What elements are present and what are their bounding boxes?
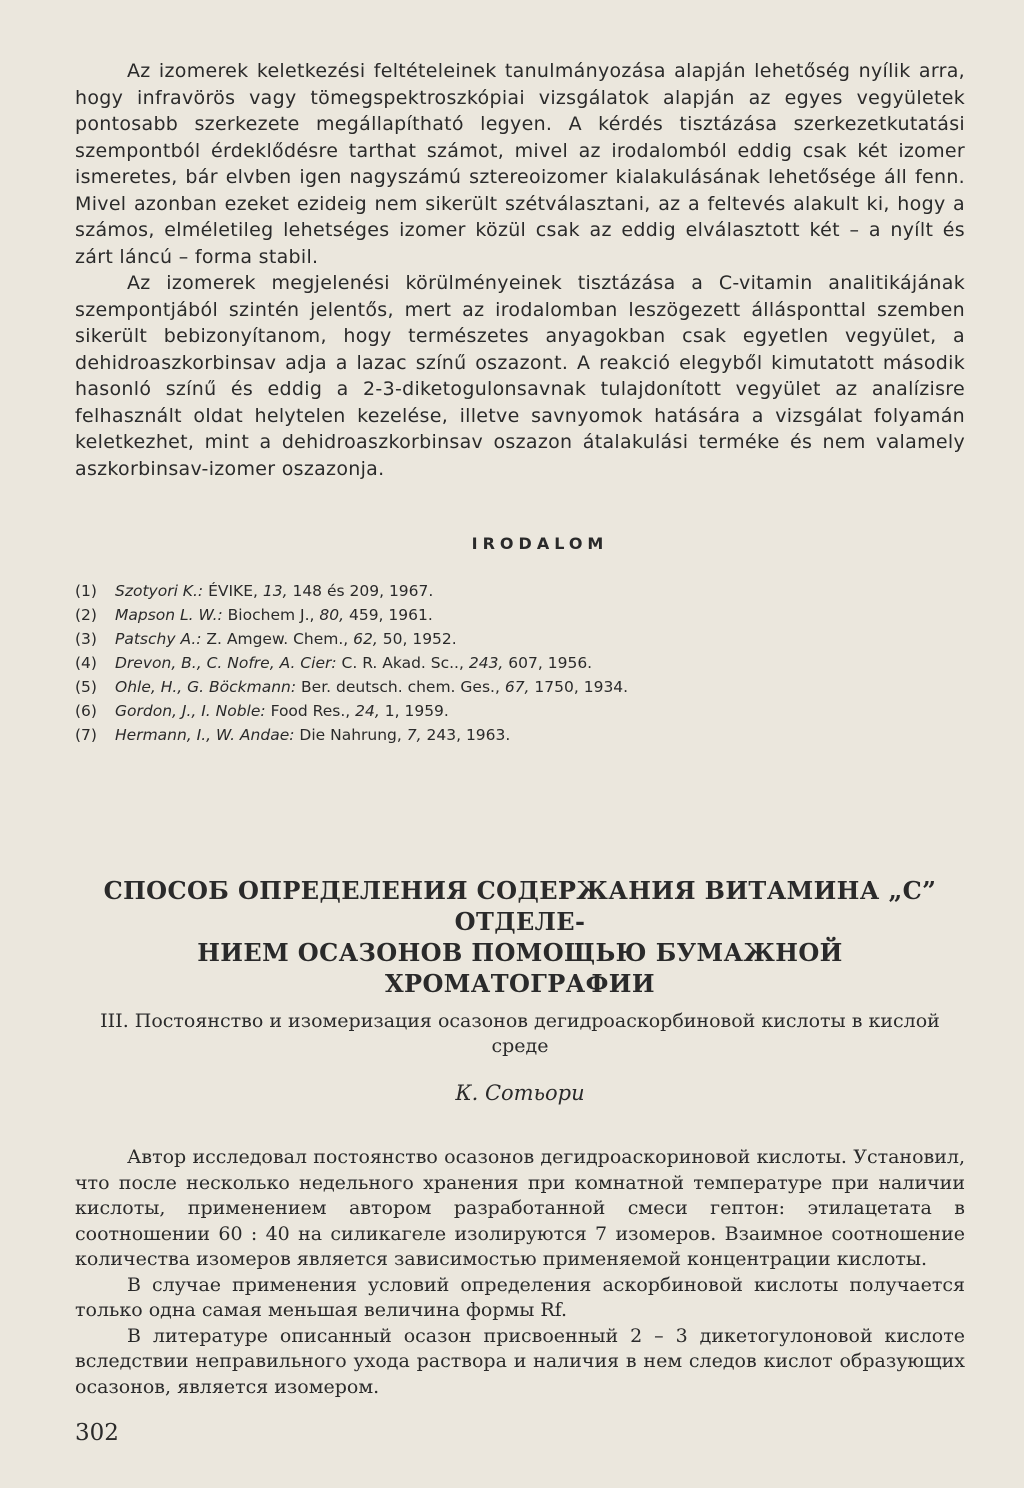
- reference-volume: 13,: [262, 582, 288, 600]
- reference-source: Die Nahrung,: [299, 726, 402, 744]
- reference-item: [75, 627, 965, 651]
- reference-item: [75, 579, 965, 603]
- reference-item: [75, 699, 965, 723]
- reference-authors: Drevon, B., C. Nofre, A. Cier:: [115, 654, 337, 672]
- paragraph: Az izomerek keletkezési feltételeinek tanulmányozása alapján lehetőség nyílik arra, hogy infravörös vagy tömegspektroszkópiai vizsgálatok alapján az egyes vegyületek pontosabb szerkezete megállapítható legyen. A kérdés tisztázása szerkezetkutatási szempontból érdeklődésre tarthat számot, mivel az irodalomból eddig csak két izomer ismeretes, bár elvben igen nagyszámú sztereoizomer kialakulásának lehetősége áll fenn. Mivel azonban ezeket ezideig nem sikerült szétválasztani, az a feltevés alakult ki, hogy a számos, elméletileg lehetséges izomer közül csak az eddig elválasztott két – a nyílt és zárt láncú – forma stabil.: [75, 60, 965, 268]
- page-number: 302: [75, 1420, 119, 1446]
- reference-authors: Mapson L. W.:: [115, 606, 223, 624]
- reference-volume: 62,: [353, 630, 378, 648]
- reference-source: Ber. deutsch. chem. Ges.,: [301, 678, 500, 696]
- russian-title: [75, 875, 965, 999]
- reference-number: (6): [75, 702, 97, 720]
- reference-rest: 148 és 209, 1967.: [292, 582, 434, 600]
- reference-number: (1): [75, 582, 97, 600]
- reference-volume: 243,: [468, 654, 504, 672]
- reference-volume: 80,: [319, 606, 345, 624]
- reference-number: (3): [75, 630, 97, 648]
- reference-rest: 50, 1952.: [382, 630, 457, 648]
- reference-authors: Patschy A.:: [115, 630, 202, 648]
- russian-abstract: [75, 1145, 965, 1400]
- reference-number: (2): [75, 606, 97, 624]
- reference-volume: 67,: [504, 678, 530, 696]
- paragraph: В случае применения условий определения аскорбиновой кислоты получается только одна самая меньшая величина формы Rf.: [75, 1273, 965, 1321]
- reference-source: Food Res.,: [270, 702, 351, 720]
- reference-list: [75, 579, 965, 747]
- reference-source: Biochem J.,: [227, 606, 315, 624]
- references-heading: IRODALOM: [471, 534, 609, 553]
- reference-authors: Hermann, I., W. Andae:: [115, 726, 295, 744]
- reference-volume: 24,: [355, 702, 380, 720]
- russian-author: К. Сотьори: [455, 1081, 585, 1105]
- hungarian-text: [75, 58, 965, 482]
- reference-source: C. R. Akad. Sc..,: [341, 654, 464, 672]
- page-content: [75, 58, 965, 1400]
- reference-rest: 459, 1961.: [348, 606, 433, 624]
- reference-rest: 1750, 1934.: [534, 678, 629, 696]
- reference-number: (5): [75, 678, 97, 696]
- reference-authors: Ohle, H., G. Böckmann:: [115, 678, 297, 696]
- reference-number: (4): [75, 654, 97, 672]
- paragraph: Автор исследовал постоянство осазонов дегидроаскориновой кислоты. Установил, что после несколько недельного хранения при комнатной температуре при наличии кислоты, применением автором разработанной смеси гептон: этилацетата в соотношении 60 : 40 на силикагеле изолируются 7 изомеров. Взаимное соотношение количества изомеров является зависимостью применяемой концентрации кислоты.: [75, 1146, 965, 1270]
- reference-volume: 7,: [406, 726, 422, 744]
- reference-rest: 607, 1956.: [508, 654, 593, 672]
- reference-item: [75, 603, 965, 627]
- russian-subtitle: III. Постоянство и изомеризация осазонов дегидроаскорбиновой кислоты в кислой среде: [100, 1010, 940, 1057]
- reference-item: [75, 675, 965, 699]
- reference-number: (7): [75, 726, 97, 744]
- russian-title-line: НИЕМ ОСАЗОНОВ ПОМОЩЬЮ БУМАЖНОЙ ХРОМАТОГРАФИИ: [197, 938, 843, 998]
- reference-item: [75, 723, 965, 747]
- russian-title-line: СПОСОБ ОПРЕДЕЛЕНИЯ СОДЕРЖАНИЯ ВИТАМИНА „С” ОТДЕЛЕ-: [103, 876, 937, 936]
- paragraph: В литературе описанный осазон присвоенный 2 – 3 дикетогулоновой кислоте вследствии неправильного ухода раствора и наличия в нем следов кислот образующих осазонов, является изомером.: [75, 1324, 965, 1398]
- reference-rest: 1, 1959.: [384, 702, 449, 720]
- paragraph: Az izomerek megjelenési körülményeinek tisztázása a C-vitamin analitikájának szempontjából szintén jelentős, mert az irodalomban leszögezett állásponttal szemben sikerült bebizonyítanom, hogy természetes anyagokban csak egyetlen vegyület, a dehidroaszkorbinsav adja a lazac színű oszazont. A reakció elegyből kimutatott második hasonló színű és eddig a 2-3-diketogulonsavnak tulajdonított vegyület az analízisre felhasznált oldat helytelen kezelése, illetve savnyomok hatására a vizsgálat folyamán keletkezhet, mint a dehidroaszkorbinsav oszazon átalakulási terméke és nem valamely aszkorbinsav-izomer oszazonja.: [75, 272, 965, 480]
- reference-authors: Gordon, J., I. Noble:: [115, 702, 266, 720]
- reference-authors: Szotyori K.:: [115, 582, 204, 600]
- reference-source: ÉVIKE,: [208, 582, 258, 600]
- reference-rest: 243, 1963.: [426, 726, 511, 744]
- reference-item: [75, 651, 965, 675]
- reference-source: Z. Amgew. Chem.,: [206, 630, 349, 648]
